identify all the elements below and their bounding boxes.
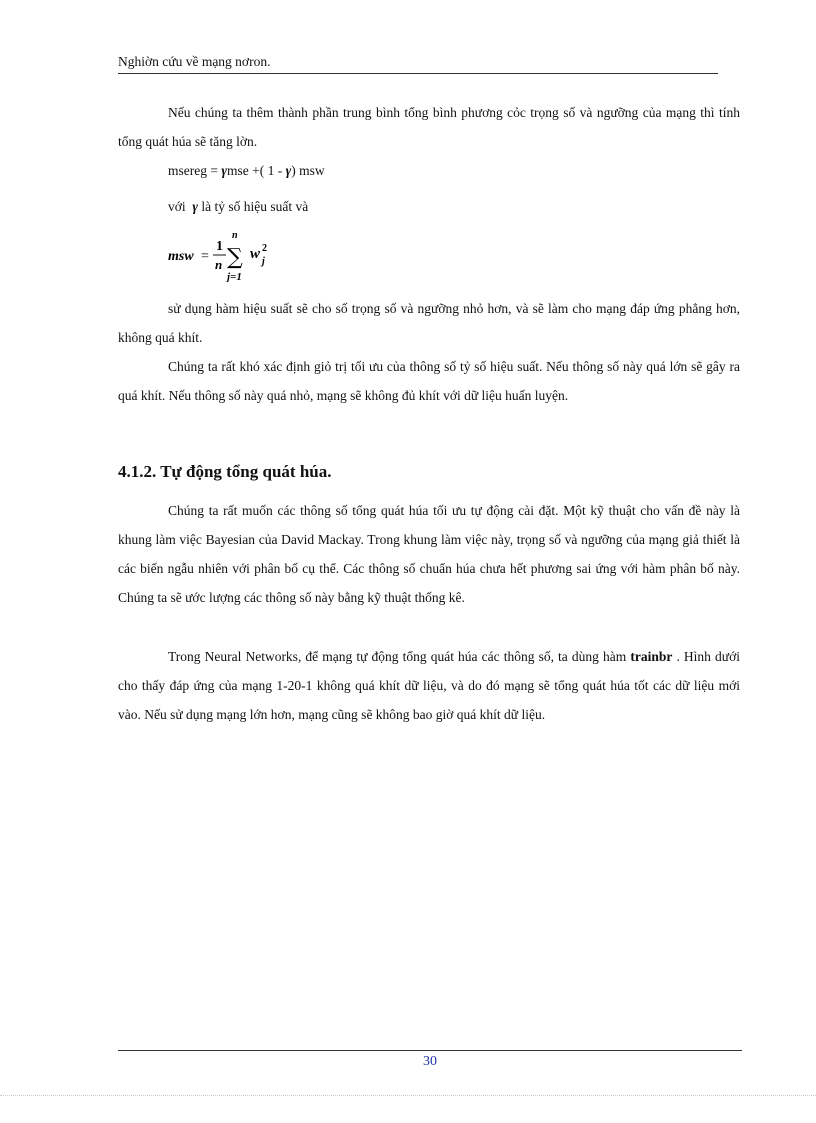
sum-lower-limit: j=1	[227, 271, 242, 282]
formula-msw-eq: =	[201, 249, 209, 264]
section-heading: 4.1.2. Tự động tổng quát húa.	[118, 462, 332, 481]
sum-upper-limit: n	[232, 230, 238, 241]
gamma-def-pre: với	[168, 199, 186, 214]
sigma-symbol: ∑	[227, 245, 243, 270]
paragraph-2-text: sử dụng hàm hiệu suất sẽ cho số trọng số và ngưỡng nhỏ hơn, và sẽ làm cho mạng đáp ứng phẳng hơn, không quá khít.	[118, 301, 740, 345]
paragraph-5-post: . Hình dưới cho thấy đáp ứng của mạng 1-20-1 không quá khít dữ liệu, và do đó mạng sẽ tổng quát húa tốt các dữ liệu mới vào. Nếu sử dụng mạng lớn hơn, mạng cũng sẽ không bao giờ quá khít dữ liệu.	[118, 649, 740, 722]
w-variable: w	[250, 246, 261, 262]
formula-msereg-lhs: msereg =	[168, 163, 218, 178]
header-title: Nghiờn cứu về mạng nơron.	[118, 54, 271, 69]
formula-msw-lhs: msw	[168, 249, 194, 264]
paragraph-4	[118, 496, 740, 612]
fraction-denominator: n	[215, 257, 223, 272]
paragraph-4-text: Chúng ta rất muốn các thông số tổng quát húa tối ưu tự động cài đặt. Một kỹ thuật cho vấn đề này là khung làm việc Bayesian của David Mackay. Trong khung làm việc này, trọng số và ngưỡng của mạng giả thiết là các biến ngẫu nhiên với phân bố cụ thể. Các thông số chuẩn húa chưa hết phương sai ứng với hàm phân bố này. Chúng ta sẽ ước lượng các thông số này bằng kỹ thuật thống kê.	[118, 503, 740, 605]
trainbr-function: trainbr	[630, 649, 673, 664]
paragraph-1-text: Nếu chúng ta thêm thành phần trung bình tổng bình phương cỏc trọng số và ngưỡng của mạng thì tính tổng quát húa sẽ tăng lờn.	[118, 105, 740, 149]
paragraph-5	[118, 642, 740, 729]
w-superscript: 2	[262, 243, 267, 254]
formula-msereg-rhs: ) msw	[291, 163, 325, 178]
fraction-numerator: 1	[216, 239, 223, 254]
paragraph-5-pre: Trong Neural Networks, để mạng tự động tổng quát húa các thông số, ta dùng hàm	[168, 649, 627, 664]
paragraph-3	[118, 352, 740, 410]
gamma-def-symbol: γ	[192, 199, 199, 214]
formula-msereg	[118, 156, 740, 185]
page-number: 30	[423, 1054, 437, 1069]
page-bottom-dotted-line	[0, 1095, 816, 1096]
formula-msw-svg	[168, 228, 288, 282]
gamma-def-post: là tỷ số hiệu suất và	[201, 199, 309, 214]
footer-rule	[118, 1050, 742, 1051]
gamma-symbol-2: γ	[285, 163, 292, 178]
running-header	[118, 54, 718, 74]
gamma-symbol: γ	[221, 163, 227, 178]
paragraph-3-text: Chúng ta rất khó xác định giỏ trị tối ưu của thông số tỷ số hiệu suất. Nếu thông số này quá lớn sẽ gây ra quá khít. Nếu thông số này quá nhỏ, mạng sẽ không đủ khít với dữ liệu huấn luyện.	[118, 359, 740, 403]
paragraph-2	[118, 294, 740, 352]
paragraph-1	[118, 98, 740, 156]
formula-msw	[168, 228, 288, 282]
w-subscript: j	[262, 256, 265, 267]
formula-msereg-mid: mse +( 1 -	[226, 163, 283, 178]
gamma-definition	[118, 192, 740, 221]
